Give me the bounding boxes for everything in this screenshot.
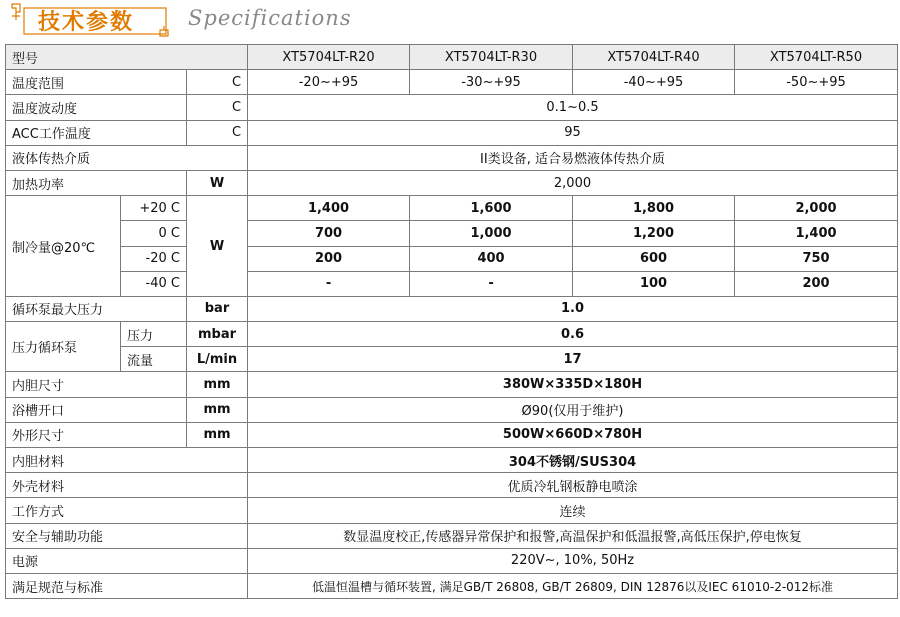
spec-table: [5, 44, 898, 599]
cell: 1,600: [410, 196, 573, 221]
model-row: [6, 45, 898, 70]
cell: -40~+95: [573, 70, 735, 95]
row-label: 内胆尺寸: [6, 372, 187, 397]
cell: -20~+95: [248, 70, 410, 95]
cell: 200: [735, 271, 898, 296]
table-row: [6, 473, 898, 498]
title-en: Specifications: [188, 6, 352, 30]
cell: Ø90(仅用于维护): [248, 397, 898, 422]
table-row: [6, 145, 898, 170]
title-frame: [10, 2, 168, 36]
unit: mm: [187, 372, 248, 397]
row-label: 电源: [6, 548, 248, 573]
table-row: [6, 548, 898, 573]
table-row: [6, 170, 898, 195]
row-label: 压力循环泵: [6, 322, 121, 372]
cell: -: [410, 271, 573, 296]
cell: 600: [573, 246, 735, 271]
table-row: [6, 573, 898, 598]
table-row: [6, 498, 898, 523]
cell: 95: [248, 120, 898, 145]
model-r30: XT5704LT-R30: [410, 45, 573, 70]
cell: 1,800: [573, 196, 735, 221]
row-label: 工作方式: [6, 498, 248, 523]
cell: 200: [248, 246, 410, 271]
cell: 500W×660D×780H: [248, 422, 898, 447]
unit: mm: [187, 422, 248, 447]
model-r40: XT5704LT-R40: [573, 45, 735, 70]
row-label: 安全与辅助功能: [6, 523, 248, 548]
cell: 17: [248, 347, 898, 372]
row-label: 制冷量@20℃: [6, 196, 121, 297]
row-label: 温度波动度: [6, 95, 187, 120]
model-label: 型号: [6, 45, 248, 70]
cell: 220V~, 10%, 50Hz: [248, 548, 898, 573]
unit: bar: [187, 296, 248, 321]
table-row: [6, 95, 898, 120]
table-row: [6, 246, 898, 271]
cell: 1.0: [248, 296, 898, 321]
unit: C: [187, 70, 248, 95]
row-label: 浴槽开口: [6, 397, 187, 422]
cell: 0.1~0.5: [248, 95, 898, 120]
table-row: [6, 448, 898, 473]
cell: 优质冷轧钢板静电喷涂: [248, 473, 898, 498]
cell: 380W×335D×180H: [248, 372, 898, 397]
temp-label: +20 C: [121, 196, 187, 221]
temp-label: -20 C: [121, 246, 187, 271]
model-r50: XT5704LT-R50: [735, 45, 898, 70]
cell: -50~+95: [735, 70, 898, 95]
cell: -30~+95: [410, 70, 573, 95]
cell: 1,200: [573, 221, 735, 246]
cell: 1,400: [248, 196, 410, 221]
row-label: 内胆材料: [6, 448, 248, 473]
cell: 连续: [248, 498, 898, 523]
unit: mbar: [187, 322, 248, 347]
temp-label: -40 C: [121, 271, 187, 296]
title-cn: 技术参数: [38, 10, 135, 35]
unit: W: [187, 170, 248, 195]
model-r20: XT5704LT-R20: [248, 45, 410, 70]
table-row: [6, 422, 898, 447]
temp-label: 0 C: [121, 221, 187, 246]
table-row: [6, 221, 898, 246]
cell: II类设备, 适合易燃液体传热介质: [248, 145, 898, 170]
cell: 数显温度校正,传感器异常保护和报警,高温保护和低温报警,高低压保护,停电恢复: [248, 523, 898, 548]
cell: 400: [410, 246, 573, 271]
row-label: 加热功率: [6, 170, 187, 195]
cell: -: [248, 271, 410, 296]
row-label: 满足规范与标准: [6, 573, 248, 598]
table-row: [6, 120, 898, 145]
table-row: [6, 70, 898, 95]
unit: L/min: [187, 347, 248, 372]
table-row: [6, 397, 898, 422]
cell: 700: [248, 221, 410, 246]
cell: 2,000: [735, 196, 898, 221]
table-row: [6, 196, 898, 221]
cell: 304不锈钢/SUS304: [248, 448, 898, 473]
cell: 1,400: [735, 221, 898, 246]
unit: W: [187, 196, 248, 297]
unit: C: [187, 120, 248, 145]
unit: C: [187, 95, 248, 120]
row-label: 循环泵最大压力: [6, 296, 187, 321]
cell: 低温恒温槽与循环装置, 满足GB/T 26808, GB/T 26809, DIN 12876以及IEC 61010-2-012标准: [248, 573, 898, 598]
table-row: [6, 322, 898, 347]
sub-label: 压力: [121, 322, 187, 347]
row-label: 外壳材料: [6, 473, 248, 498]
table-row: [6, 523, 898, 548]
table-row: [6, 271, 898, 296]
cell: 2,000: [248, 170, 898, 195]
cell: 750: [735, 246, 898, 271]
table-row: [6, 347, 898, 372]
row-label: 外形尺寸: [6, 422, 187, 447]
section-header: [0, 0, 900, 42]
cell: 1,000: [410, 221, 573, 246]
row-label: ACC工作温度: [6, 120, 187, 145]
row-label: 液体传热介质: [6, 145, 248, 170]
table-row: [6, 372, 898, 397]
unit: mm: [187, 397, 248, 422]
row-label: 温度范围: [6, 70, 187, 95]
cell: 0.6: [248, 322, 898, 347]
sub-label: 流量: [121, 347, 187, 372]
table-row: [6, 296, 898, 321]
cell: 100: [573, 271, 735, 296]
